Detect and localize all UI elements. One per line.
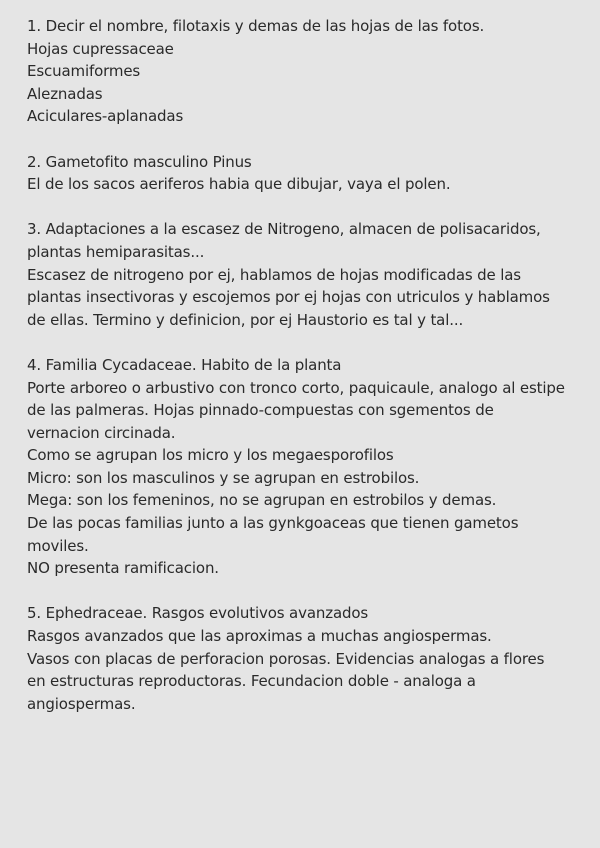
question-1-section [27, 15, 573, 128]
text-line: Micro: son los masculinos y se agrupan en estrobilos. [27, 468, 420, 487]
question-4-title: 4. Familia Cycadaceae. Habito de la planta [27, 355, 342, 374]
text-line: Escuamiformes [27, 62, 141, 81]
question-2-title: 2. Gametofito masculino Pinus [27, 152, 252, 171]
question-4-section [27, 354, 573, 580]
text-line: Rasgos avanzados que las aproximas a muchas angiospermas. [27, 627, 492, 646]
text-line: Hojas cupressaceae [27, 39, 174, 58]
text-line: De las pocas familias junto a las gynkgoaceas que tienen gametos [27, 514, 519, 533]
text-line: moviles. [27, 536, 89, 555]
question-3-title-continued: plantas hemiparasitas... [27, 242, 205, 261]
question-5-section [27, 602, 573, 715]
question-3-section [27, 218, 573, 331]
text-line: Porte arboreo o arbustivo con tronco corto, paquicaule, analogo al estipe [27, 378, 565, 397]
text-line: en estructuras reproductoras. Fecundacion doble - analoga a [27, 672, 476, 691]
text-line: Escasez de nitrogeno por ej, hablamos de hojas modificadas de las [27, 265, 521, 284]
text-line: Mega: son los femeninos, no se agrupan en estrobilos y demas. [27, 491, 497, 510]
text-line: de las palmeras. Hojas pinnado-compuestas con sgementos de [27, 401, 494, 420]
question-3-title: 3. Adaptaciones a la escasez de Nitrogeno, almacen de polisacaridos, [27, 220, 541, 239]
text-line: El de los sacos aeriferos habia que dibujar, vaya el polen. [27, 175, 451, 194]
text-line: Como se agrupan los micro y los megaesporofilos [27, 446, 394, 465]
text-line: Aleznadas [27, 84, 103, 103]
text-line: NO presenta ramificacion. [27, 559, 219, 578]
question-5-title: 5. Ephedraceae. Rasgos evolutivos avanzados [27, 604, 369, 623]
text-line: angiospermas. [27, 694, 136, 713]
text-line: Aciculares-aplanadas [27, 107, 184, 126]
question-2-section [27, 151, 573, 196]
text-line: de ellas. Termino y definicion, por ej Haustorio es tal y tal... [27, 310, 464, 329]
text-line: Vasos con placas de perforacion porosas. Evidencias analogas a flores [27, 649, 545, 668]
text-line: plantas insectivoras y escojemos por ej hojas con utriculos y hablamos [27, 288, 550, 307]
question-1-title: 1. Decir el nombre, filotaxis y demas de las hojas de las fotos. [27, 17, 485, 35]
text-line: vernacion circinada. [27, 423, 176, 442]
